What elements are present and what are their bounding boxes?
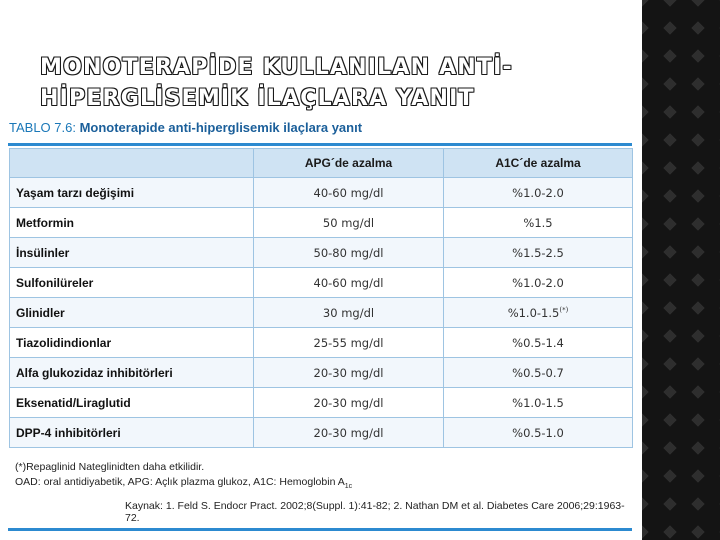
table-bottom-rule xyxy=(8,528,632,531)
abbreviation-subscript: 1c xyxy=(344,483,353,491)
apg-cell: 50-80 mg/dl xyxy=(254,238,444,268)
footnote-marker: (*) xyxy=(559,305,569,314)
table-notes xyxy=(15,460,625,494)
abbreviations-text: OAD: oral antidiyabetik, APG: Açlık plazma glukoz, A1C: Hemoglobin A xyxy=(15,476,345,488)
table-caption xyxy=(9,120,629,135)
header-a1c: A1C´de azalma xyxy=(444,149,633,178)
apg-cell: 20-30 mg/dl xyxy=(254,418,444,448)
table-row xyxy=(10,418,633,448)
apg-cell: 50 mg/dl xyxy=(254,208,444,238)
apg-cell: 20-30 mg/dl xyxy=(254,358,444,388)
table-row xyxy=(10,358,633,388)
a1c-cell: %1.5 xyxy=(444,208,633,238)
table-row xyxy=(10,388,633,418)
source-citation: Kaynak: 1. Feld S. Endocr Pract. 2002;8(Suppl. 1):41-82; 2. Nathan DM et al. Diabetes Care 2006;29:1963-72. xyxy=(125,500,625,524)
drug-cell: Sulfonilüreler xyxy=(10,268,254,298)
abbreviations-note xyxy=(15,475,625,494)
footnote-repaglinid: (*)Repaglinid Nateglinidten daha etkilidir. xyxy=(15,461,205,473)
a1c-cell: %0.5-1.0 xyxy=(444,418,633,448)
drug-cell: Eksenatid/Liraglutid xyxy=(10,388,254,418)
table-header-row xyxy=(10,149,633,178)
slide-title: MONOTERAPİDE KULLANILAN ANTİ-HİPERGLİSEMİK İLAÇLARA YANIT xyxy=(40,55,513,111)
a1c-cell: %0.5-1.4 xyxy=(444,328,633,358)
table-top-rule xyxy=(8,143,632,146)
header-drug xyxy=(10,149,254,178)
drug-cell: İnsülinler xyxy=(10,238,254,268)
drug-cell: Tiazolidindionlar xyxy=(10,328,254,358)
drug-cell: Metformin xyxy=(10,208,254,238)
a1c-value: %1.0-1.5 xyxy=(507,305,560,320)
apg-cell: 20-30 mg/dl xyxy=(254,388,444,418)
table-caption-label: TABLO 7.6: xyxy=(9,120,80,135)
a1c-cell: %1.5-2.5 xyxy=(444,238,633,268)
a1c-cell: %1.0-1.5 xyxy=(444,388,633,418)
apg-cell: 40-60 mg/dl xyxy=(254,178,444,208)
response-table xyxy=(9,148,633,448)
header-apg: APG´de azalma xyxy=(254,149,444,178)
table-row xyxy=(10,298,633,328)
a1c-cell: %1.0-2.0 xyxy=(444,268,633,298)
apg-cell: 25-55 mg/dl xyxy=(254,328,444,358)
a1c-cell: %1.0-2.0 xyxy=(444,178,633,208)
table-row xyxy=(10,268,633,298)
table-row xyxy=(10,238,633,268)
decorative-side-panel xyxy=(642,0,720,540)
drug-cell: DPP-4 inhibitörleri xyxy=(10,418,254,448)
drug-cell: Alfa glukozidaz inhibitörleri xyxy=(10,358,254,388)
table-row xyxy=(10,178,633,208)
apg-cell: 30 mg/dl xyxy=(254,298,444,328)
a1c-cell xyxy=(444,298,633,328)
drug-cell: Yaşam tarzı değişimi xyxy=(10,178,254,208)
drug-cell: Glinidler xyxy=(10,298,254,328)
table-row xyxy=(10,208,633,238)
a1c-cell: %0.5-0.7 xyxy=(444,358,633,388)
table-row xyxy=(10,328,633,358)
table-caption-title: Monoterapide anti-hiperglisemik ilaçlara yanıt xyxy=(79,120,363,135)
apg-cell: 40-60 mg/dl xyxy=(254,268,444,298)
